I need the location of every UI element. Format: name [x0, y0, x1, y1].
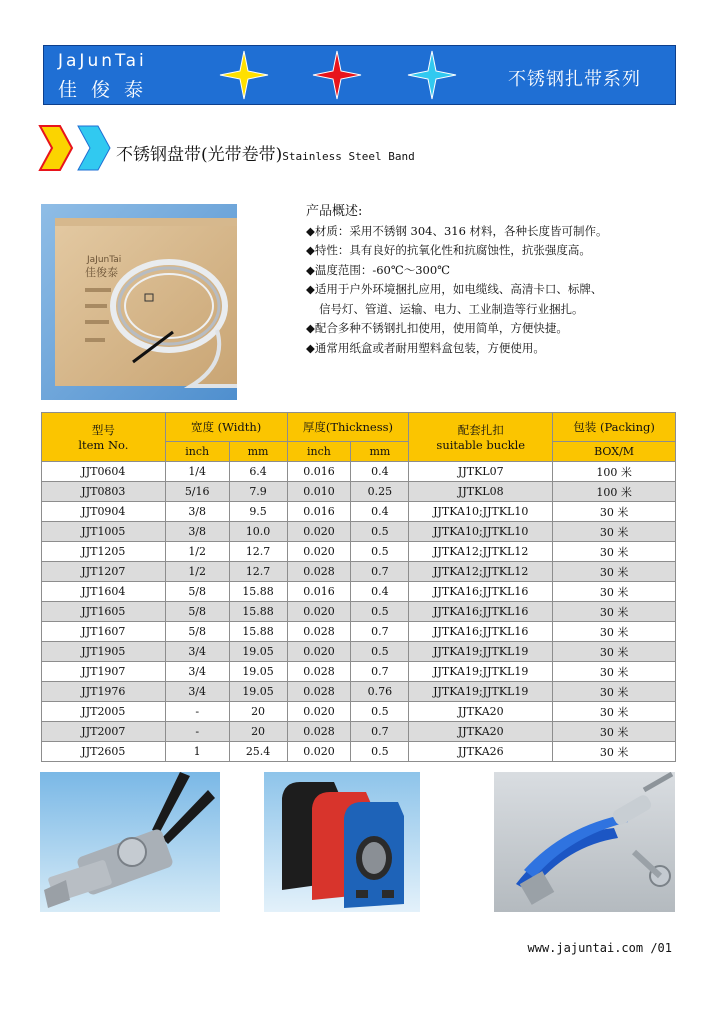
cell-buckle: JJTKA20	[409, 722, 553, 742]
cell-buckle: JJTKA16;JJTKL16	[409, 622, 553, 642]
cell-packing: 30 米	[553, 542, 676, 562]
overview-line: ◆配合多种不锈钢扎扣使用，使用简单，方便快捷。	[306, 321, 568, 335]
cell-width-mm: 9.5	[229, 502, 287, 522]
cell-buckle: JJTKL08	[409, 482, 553, 502]
product-photo-plastic-boxes	[264, 772, 420, 912]
cell-thickness-mm: 0.5	[351, 742, 409, 762]
header-width-mm: mm	[229, 442, 287, 462]
product-photo-blue-tool	[494, 772, 675, 912]
cell-model: JJT2005	[42, 702, 166, 722]
table-row	[42, 682, 676, 702]
header-thickness-inch: inch	[287, 442, 351, 462]
cell-width-inch: 1/2	[165, 562, 229, 582]
cell-buckle: JJTKA12;JJTKL12	[409, 542, 553, 562]
product-photo-tensioning-tool	[40, 772, 220, 912]
cell-width-inch: 5/8	[165, 622, 229, 642]
overview-title: 产品概述:	[306, 204, 363, 219]
series-title: 不锈钢扎带系列	[508, 69, 641, 90]
page-footer: www.jajuntai.com /01	[527, 941, 672, 955]
cell-width-mm: 10.0	[229, 522, 287, 542]
table-row	[42, 702, 676, 722]
header-buckle	[409, 413, 553, 462]
cell-model: JJT0604	[42, 462, 166, 482]
cell-buckle: JJTKA10;JJTKL10	[409, 522, 553, 542]
cell-thickness-inch: 0.020	[287, 642, 351, 662]
header-thickness: 厚度(Thickness)	[287, 413, 409, 442]
cell-thickness-mm: 0.76	[351, 682, 409, 702]
cell-packing: 30 米	[553, 662, 676, 682]
cell-width-inch: 1/4	[165, 462, 229, 482]
cell-thickness-inch: 0.028	[287, 562, 351, 582]
cell-model: JJT0803	[42, 482, 166, 502]
cell-model: JJT1976	[42, 682, 166, 702]
header-box: BOX/M	[553, 442, 676, 462]
cell-thickness-inch: 0.020	[287, 542, 351, 562]
cell-thickness-inch: 0.016	[287, 502, 351, 522]
tensioning-tool-illustration	[40, 772, 220, 912]
cell-thickness-inch: 0.020	[287, 602, 351, 622]
section-title-cn: 不锈钢盘带(光带卷带)	[116, 145, 283, 165]
chevron-right-icon	[38, 124, 74, 172]
overview-line: ◆通常用纸盒或者耐用塑料盒包装，方便使用。	[306, 340, 545, 355]
plastic-box-illustration	[264, 772, 420, 912]
cell-model: JJT2007	[42, 722, 166, 742]
table-row	[42, 582, 676, 602]
box-brand-cn: 佳俊泰	[85, 266, 118, 279]
header-model-cn: 型号	[91, 423, 115, 437]
cell-thickness-mm: 0.4	[351, 582, 409, 602]
cell-width-inch: 3/4	[165, 642, 229, 662]
cell-width-mm: 15.88	[229, 582, 287, 602]
cell-model: JJT1205	[42, 542, 166, 562]
overview-line: ◆材质：采用不锈钢 304、316 材料，各种长度皆可制作。	[306, 223, 608, 238]
cell-model: JJT1604	[42, 582, 166, 602]
cell-width-inch: -	[165, 722, 229, 742]
cell-model: JJT1907	[42, 662, 166, 682]
cell-thickness-inch: 0.020	[287, 742, 351, 762]
spec-table	[41, 412, 676, 762]
table-row	[42, 482, 676, 502]
cell-thickness-mm: 0.5	[351, 522, 409, 542]
cell-width-mm: 20	[229, 702, 287, 722]
cell-model: JJT1207	[42, 562, 166, 582]
cell-width-mm: 19.05	[229, 682, 287, 702]
header-buckle-en: suitable buckle	[436, 438, 526, 452]
table-row	[42, 502, 676, 522]
cell-thickness-inch: 0.028	[287, 682, 351, 702]
box-brand-en: JaJunTai	[87, 255, 122, 265]
cell-width-mm: 20	[229, 722, 287, 742]
cell-thickness-mm: 0.25	[351, 482, 409, 502]
cell-packing: 30 米	[553, 502, 676, 522]
cell-width-mm: 19.05	[229, 662, 287, 682]
overview-line: ◆温度范围：-60℃～300℃	[306, 262, 451, 277]
chevron-right-icon	[76, 124, 112, 172]
cell-thickness-inch: 0.016	[287, 582, 351, 602]
cell-thickness-mm: 0.4	[351, 502, 409, 522]
blue-tool-illustration	[494, 772, 675, 912]
red-star-icon	[312, 50, 362, 100]
cyan-star-icon	[407, 50, 457, 100]
cell-thickness-inch: 0.020	[287, 702, 351, 722]
cell-width-inch: 3/4	[165, 662, 229, 682]
cell-packing: 30 米	[553, 522, 676, 542]
cell-buckle: JJTKA12;JJTKL12	[409, 562, 553, 582]
cell-packing: 30 米	[553, 642, 676, 662]
brand-name-en: JaJunTai	[58, 51, 147, 71]
product-overview	[306, 202, 686, 358]
cell-packing: 30 米	[553, 622, 676, 642]
cell-width-mm: 12.7	[229, 562, 287, 582]
cell-thickness-mm: 0.7	[351, 562, 409, 582]
cell-model: JJT2605	[42, 742, 166, 762]
cell-width-inch: 5/8	[165, 602, 229, 622]
cell-width-inch: 3/8	[165, 522, 229, 542]
section-heading	[38, 124, 538, 172]
section-title	[116, 140, 415, 165]
cell-thickness-inch: 0.028	[287, 722, 351, 742]
cell-thickness-mm: 0.7	[351, 662, 409, 682]
overview-line: ◆适用于户外环境捆扎应用，如电缆线、高清卡口、标牌、	[306, 282, 603, 296]
cell-buckle: JJTKA20	[409, 702, 553, 722]
cell-width-mm: 6.4	[229, 462, 287, 482]
header-banner	[43, 45, 676, 105]
cell-packing: 30 米	[553, 722, 676, 742]
cell-model: JJT1005	[42, 522, 166, 542]
cell-packing: 100 米	[553, 482, 676, 502]
cell-buckle: JJTKA26	[409, 742, 553, 762]
header-model	[42, 413, 166, 462]
cell-width-mm: 15.88	[229, 622, 287, 642]
overview-line: ◆特性：具有良好的抗氧化性和抗腐蚀性，抗张强度高。	[306, 243, 591, 257]
cell-width-inch: 1	[165, 742, 229, 762]
steel-band-box-illustration	[41, 204, 237, 400]
cell-thickness-mm: 0.5	[351, 542, 409, 562]
yellow-star-icon	[219, 50, 269, 100]
cell-thickness-mm: 0.5	[351, 642, 409, 662]
cell-packing: 30 米	[553, 682, 676, 702]
cell-thickness-inch: 0.028	[287, 622, 351, 642]
product-photo-band-box	[41, 204, 237, 400]
header-model-en: ltem No.	[78, 438, 129, 452]
table-row	[42, 722, 676, 742]
overview-line: 信号灯、管道、运输、电力、工业制造等行业捆扎。	[319, 301, 584, 316]
cell-model: JJT0904	[42, 502, 166, 522]
header-width: 宽度 (Width)	[165, 413, 287, 442]
header-buckle-cn: 配套扎扣	[457, 423, 504, 437]
cell-model: JJT1905	[42, 642, 166, 662]
cell-buckle: JJTKA16;JJTKL16	[409, 582, 553, 602]
cell-thickness-inch: 0.028	[287, 662, 351, 682]
cell-buckle: JJTKA19;JJTKL19	[409, 642, 553, 662]
cell-buckle: JJTKA10;JJTKL10	[409, 502, 553, 522]
cell-thickness-mm: 0.5	[351, 702, 409, 722]
cell-width-inch: 1/2	[165, 542, 229, 562]
cell-width-inch: -	[165, 702, 229, 722]
cell-thickness-inch: 0.020	[287, 522, 351, 542]
header-thickness-mm: mm	[351, 442, 409, 462]
cell-width-mm: 15.88	[229, 602, 287, 622]
cell-width-inch: 3/4	[165, 682, 229, 702]
table-row	[42, 602, 676, 622]
cell-buckle: JJTKA16;JJTKL16	[409, 602, 553, 622]
cell-thickness-inch: 0.010	[287, 482, 351, 502]
cell-width-inch: 5/8	[165, 582, 229, 602]
cell-packing: 30 米	[553, 562, 676, 582]
cell-thickness-mm: 0.5	[351, 602, 409, 622]
cell-packing: 30 米	[553, 602, 676, 622]
cell-thickness-mm: 0.7	[351, 622, 409, 642]
table-row	[42, 742, 676, 762]
cell-buckle: JJTKL07	[409, 462, 553, 482]
table-row	[42, 522, 676, 542]
section-title-en: Stainless Steel Band	[282, 150, 415, 163]
cell-thickness-mm: 0.7	[351, 722, 409, 742]
cell-packing: 30 米	[553, 582, 676, 602]
table-row	[42, 562, 676, 582]
cell-model: JJT1607	[42, 622, 166, 642]
cell-width-mm: 19.05	[229, 642, 287, 662]
table-row	[42, 622, 676, 642]
cell-packing: 100 米	[553, 462, 676, 482]
cell-model: JJT1605	[42, 602, 166, 622]
table-row	[42, 462, 676, 482]
table-row	[42, 662, 676, 682]
cell-thickness-inch: 0.016	[287, 462, 351, 482]
header-width-inch: inch	[165, 442, 229, 462]
cell-packing: 30 米	[553, 742, 676, 762]
cell-buckle: JJTKA19;JJTKL19	[409, 682, 553, 702]
cell-width-inch: 3/8	[165, 502, 229, 522]
cell-thickness-mm: 0.4	[351, 462, 409, 482]
cell-width-mm: 7.9	[229, 482, 287, 502]
cell-width-inch: 5/16	[165, 482, 229, 502]
cell-width-mm: 12.7	[229, 542, 287, 562]
cell-packing: 30 米	[553, 702, 676, 722]
cell-buckle: JJTKA19;JJTKL19	[409, 662, 553, 682]
table-row	[42, 542, 676, 562]
cell-width-mm: 25.4	[229, 742, 287, 762]
table-row	[42, 642, 676, 662]
brand-name-cn: 佳俊泰	[58, 79, 158, 101]
header-packing: 包装 (Packing)	[553, 413, 676, 442]
